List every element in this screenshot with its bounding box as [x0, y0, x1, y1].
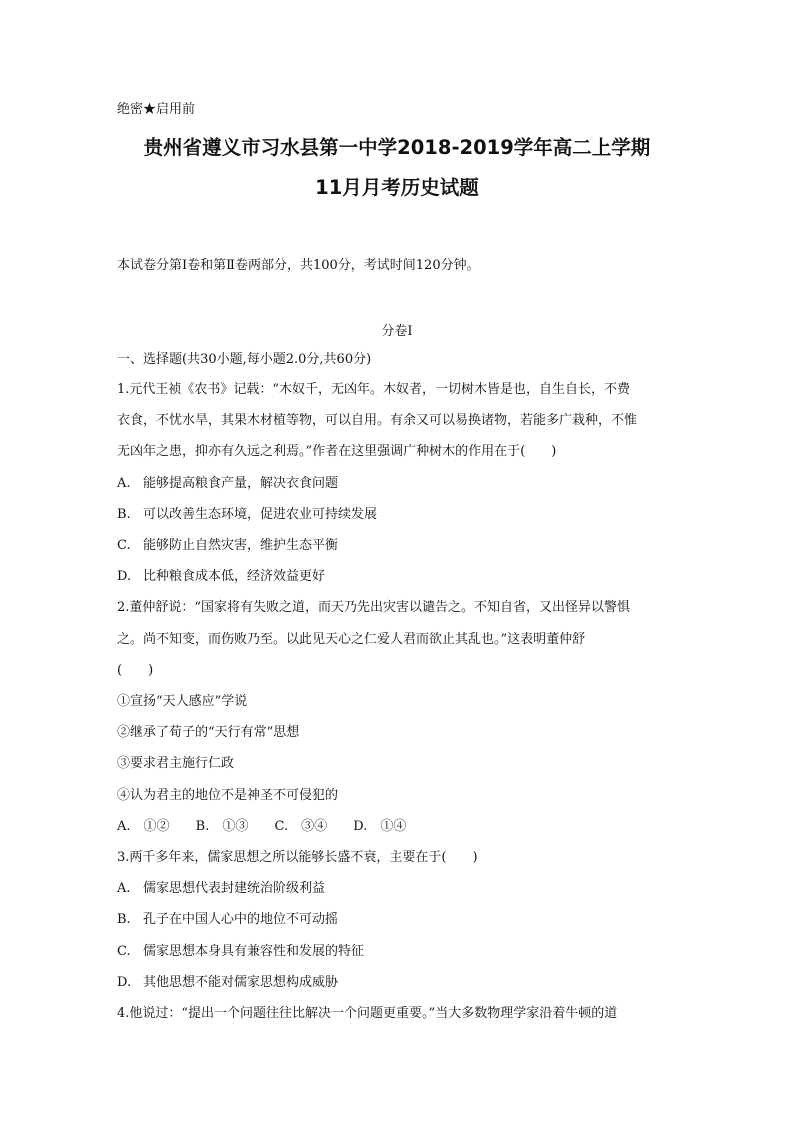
option-letter: D.	[117, 974, 132, 990]
option-text: 能够防止自然灾害，维护生态平衡	[143, 538, 339, 554]
option-text: 儒家思想代表封建统治阶级利益	[143, 881, 326, 897]
option-d	[117, 967, 677, 998]
question-stem-line: 衣食，不忧水旱，其果木材植等物，可以自用。有余又可以易换诸物，若能多广栽种，不惟	[117, 413, 638, 429]
option-letter: A.	[117, 475, 131, 491]
question-stem-line: 之。尚不知变，而伤败乃至。以此见天心之仁爱人君而欲止其乱也。”这表明董仲舒	[117, 631, 586, 647]
option-d	[117, 561, 677, 592]
statement-2: ②继承了荀子的“天行有常”思想	[117, 725, 300, 741]
option-a	[117, 873, 677, 904]
option-d: D. ①④	[353, 818, 407, 834]
secret-mark: 绝密★启用前	[117, 102, 196, 117]
statement-3: ③要求君主施行仁政	[117, 756, 235, 772]
option-letter: A.	[117, 881, 131, 897]
option-b: B. ①③	[195, 818, 249, 834]
option-a	[117, 468, 677, 499]
question-4	[117, 998, 677, 1029]
question-2	[117, 592, 677, 686]
exam-title-line2: 11月月考历史试题	[315, 176, 479, 199]
statement-1: ①宣扬“天人感应”学说	[117, 694, 248, 710]
option-c	[117, 936, 677, 967]
option-c	[117, 530, 677, 561]
exam-instructions: 本试卷分第Ⅰ卷和第Ⅱ卷两部分，共100分，考试时间120分钟。	[117, 258, 480, 273]
option-c: C. ③④	[274, 818, 328, 834]
option-letter: D.	[117, 569, 132, 585]
option-text: 其他思想不能对儒家思想构成威胁	[143, 974, 339, 990]
question-stem-line: 3.两千多年来，儒家思想之所以能够长盛不衰，主要在于( )	[117, 850, 478, 866]
question-stem-line: 无凶年之患，抑亦有久远之利焉。”作者在这里强调广种树木的作用在于( )	[117, 444, 557, 460]
option-letter: B.	[117, 912, 131, 928]
question-1	[117, 374, 677, 468]
option-text: 可以改善生态环境，促进农业可持续发展	[143, 506, 378, 522]
section-title: 分卷I	[381, 324, 413, 339]
page-content	[117, 100, 677, 1029]
option-b	[117, 499, 677, 530]
option-letter: B.	[117, 506, 131, 522]
exam-title-line1: 贵州省遵义市习水县第一中学2018-2019学年高二上学期	[143, 136, 651, 159]
option-text: 儒家思想本身具有兼容性和发展的特征	[143, 943, 365, 959]
option-text: 孔子在中国人心中的地位不可动摇	[143, 912, 339, 928]
option-a: A. ①②	[117, 818, 170, 834]
option-letter: C.	[117, 538, 131, 554]
statement-4: ④认为君主的地位不是神圣不可侵犯的	[117, 787, 339, 803]
question-stem-line: ( )	[117, 662, 154, 678]
question-stem-line: 1.元代王祯《农书》记载：“木奴千，无凶年。木奴者，一切树木皆是也，自生自长，不费	[117, 382, 631, 397]
option-b	[117, 904, 677, 935]
question-stem-line: 4.他说过：“提出一个问题往往比解决一个问题更重要。”当大多数物理学家沿着牛顿的道	[117, 1006, 618, 1022]
question-3	[117, 842, 677, 873]
option-text: 能够提高粮食产量，解决衣食问题	[143, 475, 339, 491]
question-stem-line: 2.董仲舒说：“国家将有失败之道，而天乃先出灾害以谴告之。不知自省，又出怪异以警惧	[117, 600, 631, 616]
part-title: 一、选择题(共30小题,每小题2.0分,共60分)	[117, 352, 372, 367]
option-text: 比种粮食成本低，经济效益更好	[143, 569, 326, 585]
inline-options	[117, 811, 677, 842]
option-letter: C.	[117, 943, 131, 959]
